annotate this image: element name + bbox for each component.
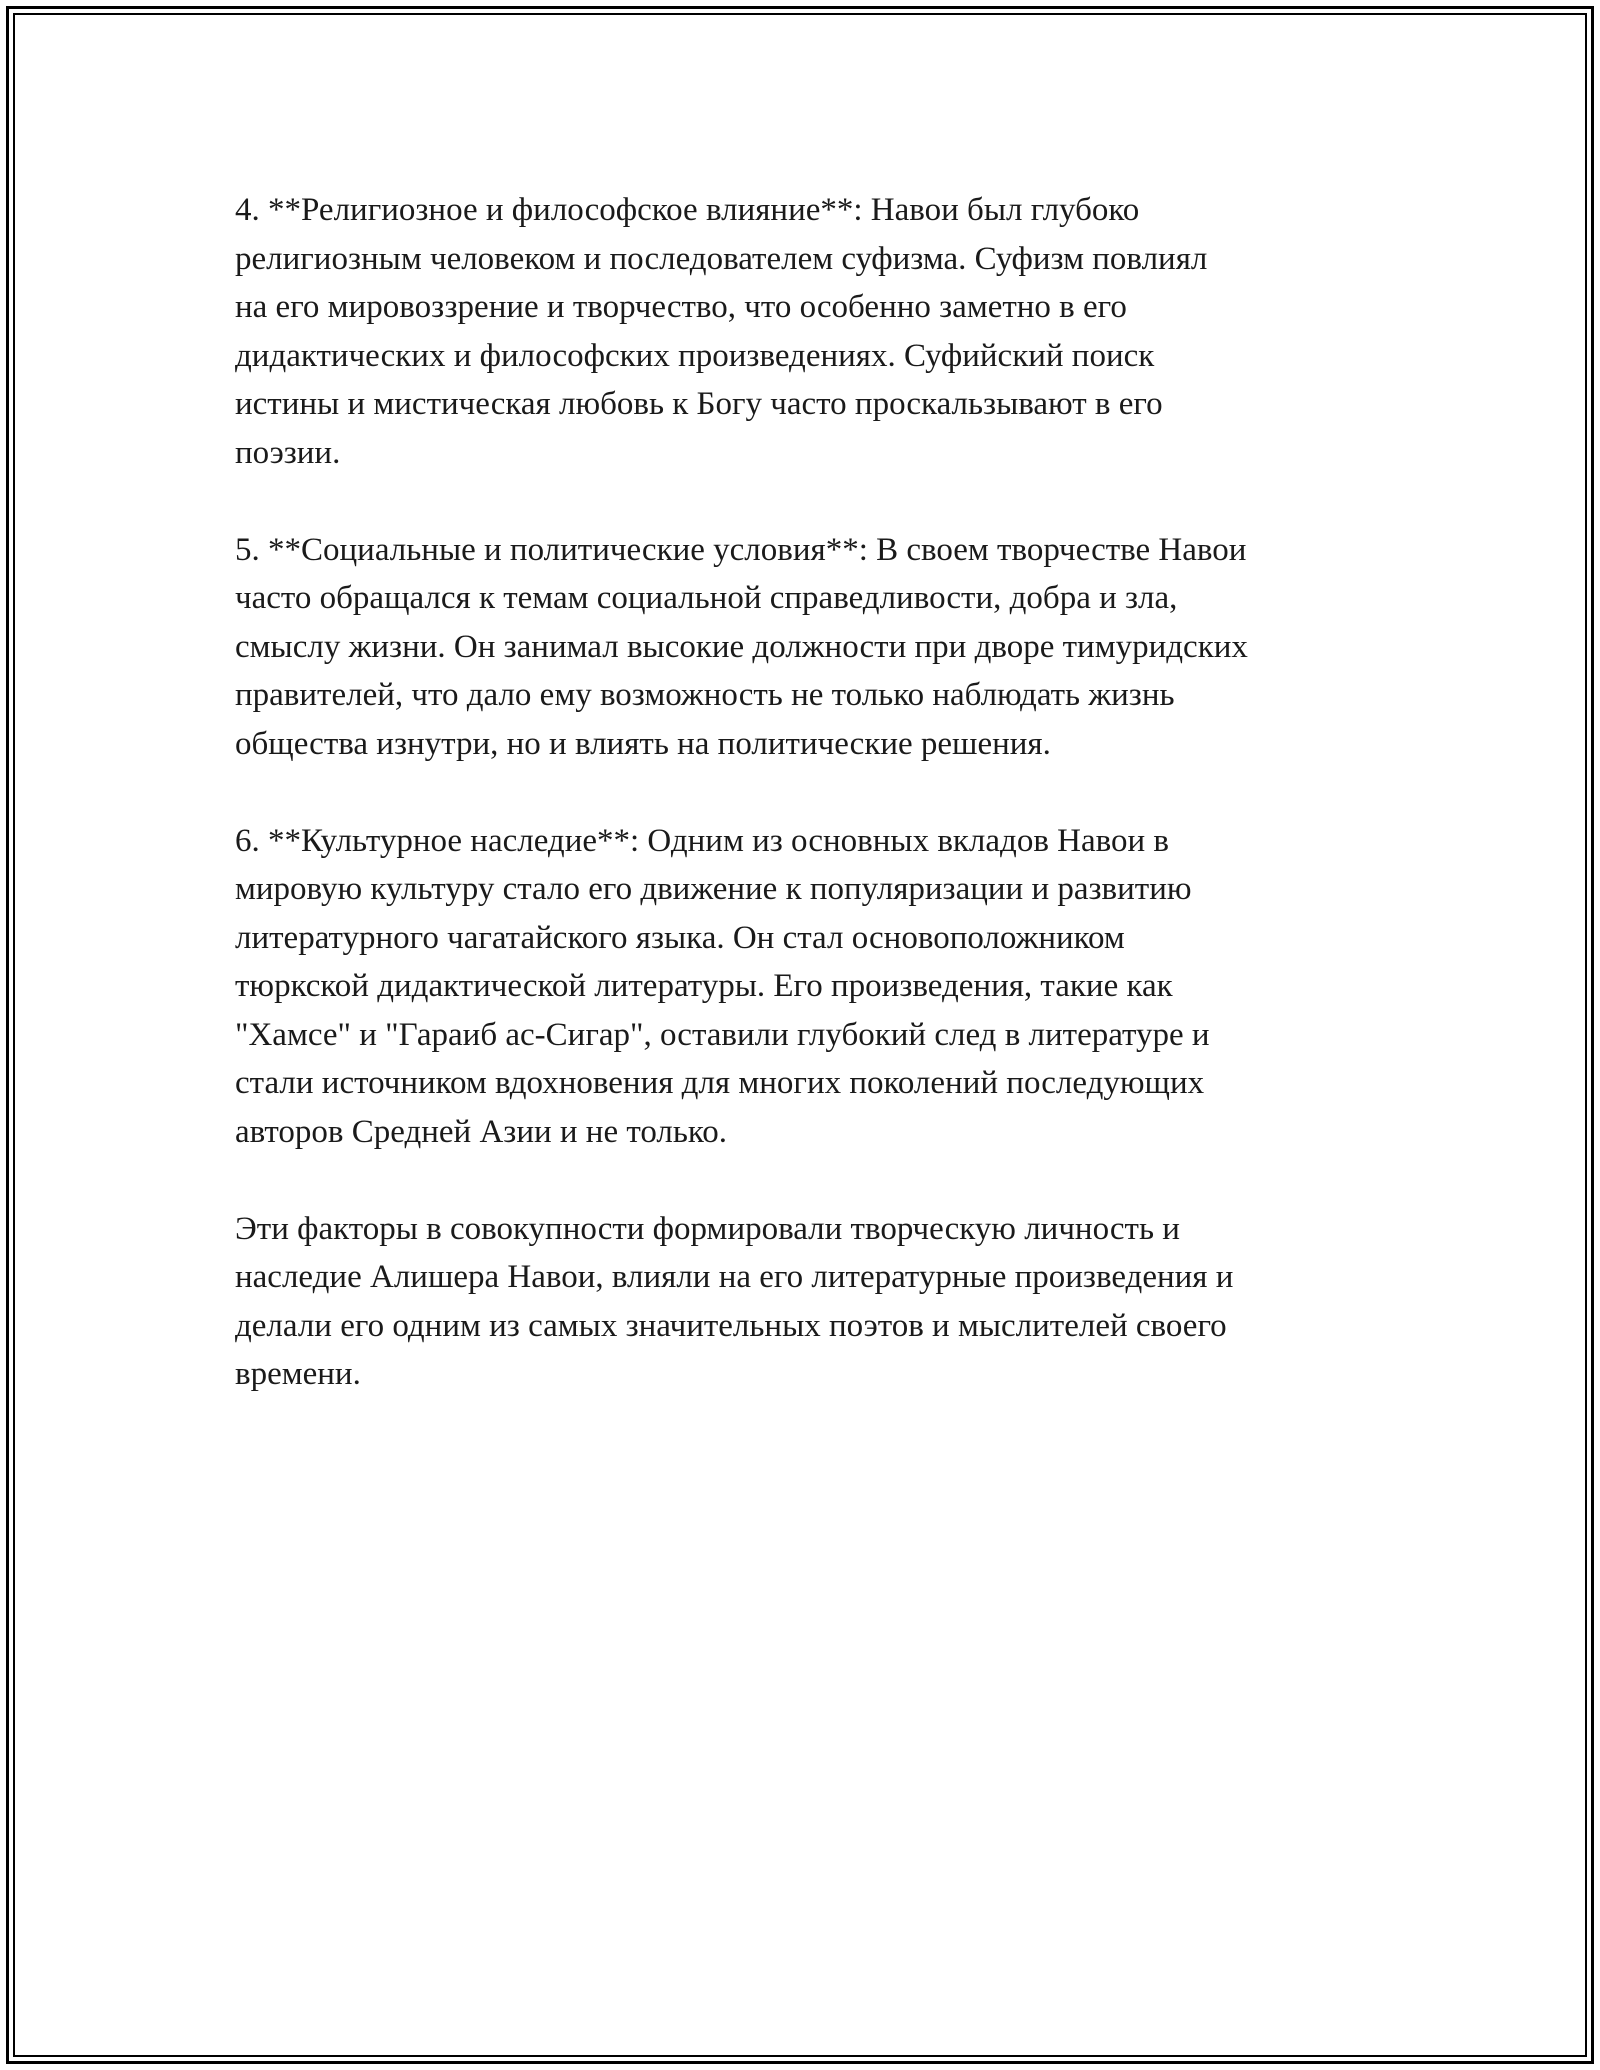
text-line: 5. **Социальные и политические условия**: В своем творчестве Навои bbox=[235, 531, 1247, 568]
text-line: 4. **Религиозное и философское влияние**: Навои был глубоко bbox=[235, 192, 1140, 228]
text-line: делали его одним из самых значительных поэтов и мыслителей своего bbox=[235, 1307, 1227, 1344]
text-line: общества изнутри, но и влиять на политические решения. bbox=[235, 725, 1051, 762]
text-line: часто обращался к темам социальной справедливости, добра и зла, bbox=[235, 580, 1178, 616]
paragraph-cultural-heritage bbox=[235, 817, 1385, 1157]
document-body bbox=[235, 186, 1385, 1447]
text-line: авторов Средней Азии и не только. bbox=[235, 1113, 728, 1150]
paragraph-religious-influence bbox=[235, 186, 1385, 477]
text-line: литературного чагатайского языка. Он стал основоположником bbox=[235, 919, 1125, 956]
text-line: Эти факторы в совокупности формировали творческую личность и bbox=[235, 1210, 1180, 1247]
text-line: 6. **Культурное наследие**: Одним из основных вкладов Навои в bbox=[235, 822, 1169, 859]
text-line: на его мировоззрение и творчество, что особенно заметно в его bbox=[235, 289, 1127, 325]
text-line: смыслу жизни. Он занимал высокие должности при дворе тимуридских bbox=[235, 628, 1248, 665]
text-line: тюркской дидактической литературы. Его произведения, такие как bbox=[235, 968, 1173, 1004]
text-line: мировую культуру стало его движение к популяризации и развитию bbox=[235, 871, 1192, 907]
text-line: наследие Алишера Навои, влияли на его литературные произведения и bbox=[235, 1259, 1234, 1295]
text-line: правителей, что дало ему возможность не только наблюдать жизнь bbox=[235, 677, 1175, 713]
text-line: стали источником вдохновения для многих поколений последующих bbox=[235, 1065, 1205, 1101]
text-line: истины и мистическая любовь к Богу часто проскальзывают в его bbox=[235, 386, 1163, 422]
paragraph-conclusion bbox=[235, 1205, 1385, 1399]
text-line: религиозным человеком и последователем суфизма. Суфизм повлиял bbox=[235, 240, 1208, 277]
text-line: "Хамсе" и "Гараиб ас-Сигар", оставили глубокий след в литературе и bbox=[235, 1016, 1210, 1053]
paragraph-social-political bbox=[235, 526, 1385, 769]
text-line: поэзии. bbox=[235, 434, 341, 471]
text-line: дидактических и философских произведениях. Суфийский поиск bbox=[235, 337, 1155, 374]
text-line: времени. bbox=[235, 1356, 361, 1392]
